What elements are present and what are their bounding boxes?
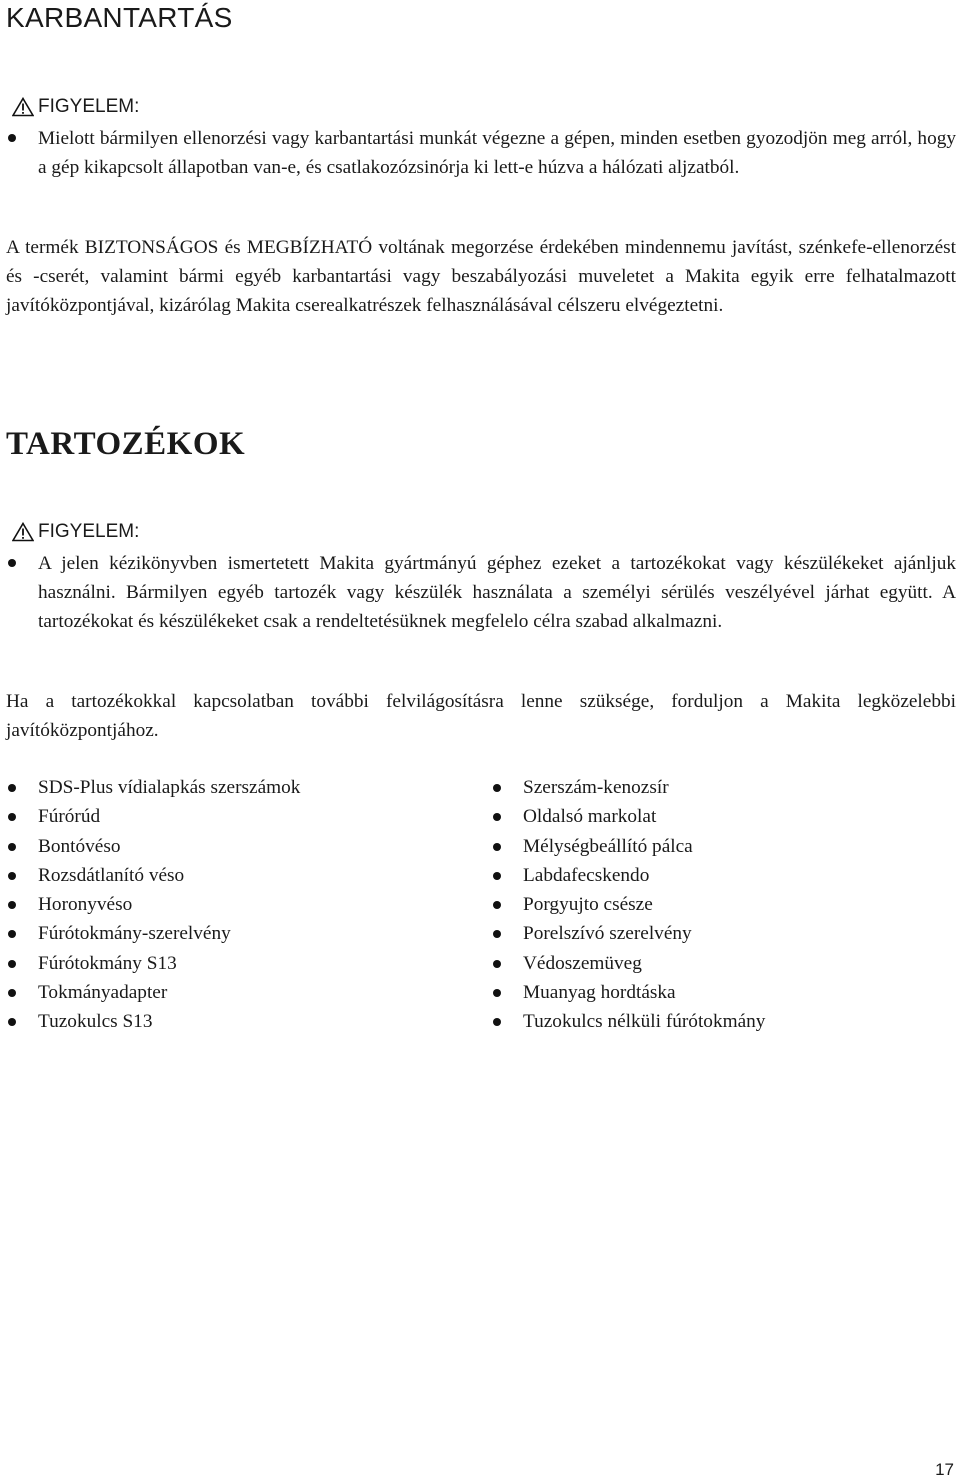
- bullet-dot-icon: [8, 1018, 16, 1026]
- bullet-dot-icon: [8, 989, 16, 997]
- bullet-dot-icon: [493, 872, 501, 880]
- bullet-dot-icon: [493, 813, 501, 821]
- list-item: SDS-Plus vídialapkás szerszámok: [0, 773, 480, 802]
- bullet-dot-icon: [8, 134, 16, 142]
- list-item: Labdafecskendo: [485, 861, 955, 890]
- bullet-dot-icon: [493, 960, 501, 968]
- bullet-dot-icon: [8, 843, 16, 851]
- list-item: Oldalsó markolat: [485, 802, 955, 831]
- list-item: Bontóvéso: [0, 832, 480, 861]
- warning-triangle-icon: [12, 97, 34, 117]
- maintenance-warning-text: Mielott bármilyen ellenorzési vagy karbantartási munkát végezne a gépen, minden esetben gyozodjön meg arról, hogy a gép kikapcsolt állapotban van-e, és csatlakozózsinórja ki lett-e húzva a hálózati aljzatból.: [38, 128, 956, 178]
- bullet-dot-icon: [8, 559, 16, 567]
- list-item: Fúrótokmány-szerelvény: [0, 919, 480, 948]
- list-item: Porelszívó szerelvény: [485, 919, 955, 948]
- warning-label: FIGYELEM:: [38, 96, 140, 117]
- list-item: Fúrótokmány S13: [0, 949, 480, 978]
- list-item: Mélységbeállító pálca: [485, 832, 955, 861]
- bullet-dot-icon: [8, 930, 16, 938]
- bullet-dot-icon: [493, 1018, 501, 1026]
- bullet-dot-icon: [493, 784, 501, 792]
- bullet-dot-icon: [8, 872, 16, 880]
- list-item: Tokmányadapter: [0, 978, 480, 1007]
- accessory-list-right: [485, 773, 955, 1037]
- page-number: 17: [935, 1460, 954, 1479]
- bullet-dot-icon: [8, 784, 16, 792]
- list-item: Szerszám-kenozsír: [485, 773, 955, 802]
- warning-triangle-icon: [12, 522, 34, 542]
- list-item: Muanyag hordtáska: [485, 978, 955, 1007]
- bullet-dot-icon: [8, 960, 16, 968]
- list-item: Horonyvéso: [0, 890, 480, 919]
- accessories-info: Ha a tartozékokkal kapcsolatban további felvilágosításra lenne szüksége, forduljon a Makita legközelebbi javítóközpontjához.: [6, 691, 956, 741]
- warning-label: FIGYELEM:: [38, 521, 140, 542]
- bullet-dot-icon: [8, 901, 16, 909]
- list-item: Fúrórúd: [0, 802, 480, 831]
- accessories-warning-text: A jelen kézikönyvben ismertetett Makita gyártmányú géphez ezeket a tartozékokat vagy készülékeket ajánljuk használni. Bármilyen egyéb tartozék vagy készülék használata a személyi sérülés veszélyével járhat együtt. A tartozékokat és készülékeket csak a rendeltetésüknek megfelelo célra szabad alkalmazni.: [38, 553, 956, 632]
- accessories-title: TARTOZÉKOK: [6, 426, 246, 462]
- bullet-dot-icon: [493, 901, 501, 909]
- bullet-dot-icon: [8, 813, 16, 821]
- list-item: Tuzokulcs nélküli fúrótokmány: [485, 1007, 955, 1036]
- list-item: Rozsdátlanító véso: [0, 861, 480, 890]
- maintenance-warning-heading: [12, 96, 139, 118]
- accessory-list-left: [0, 773, 480, 1037]
- maintenance-body: A termék BIZTONSÁGOS és MEGBÍZHATÓ voltának megorzése érdekében mindennemu javítást, szénkefe-ellenorzést és -cserét, valamint bármi egyéb karbantartási vagy beszabályozási muveletet a Makita egyik erre felhatalmazott javítóközpontjával, kizárólag Makita cserealkatrészek felhasználásával célszeru elvégeztetni.: [6, 237, 956, 316]
- bullet-dot-icon: [493, 843, 501, 851]
- list-item: Védoszemüveg: [485, 949, 955, 978]
- bullet-dot-icon: [493, 930, 501, 938]
- list-item: Porgyujto csésze: [485, 890, 955, 919]
- maintenance-title: KARBANTARTÁS: [6, 2, 233, 33]
- bullet-dot-icon: [493, 989, 501, 997]
- accessories-warning-heading: [12, 521, 139, 543]
- list-item: Tuzokulcs S13: [0, 1007, 480, 1036]
